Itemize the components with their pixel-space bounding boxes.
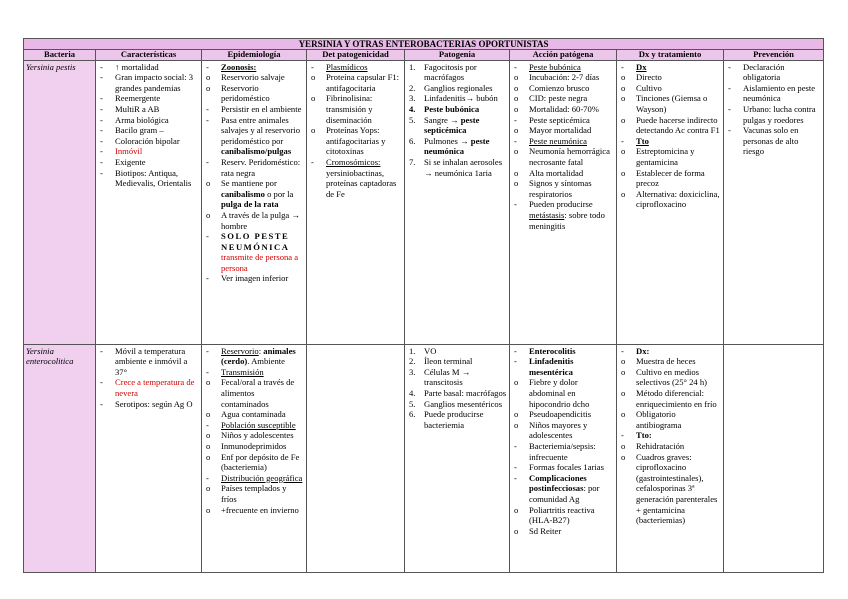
item-text: Reemergente	[115, 93, 161, 104]
header-dx: Dx y tratamiento	[617, 50, 724, 61]
list-item: o Poliartritis reactiva (HLA-B27)	[514, 504, 595, 526]
item-text-bold: peste septicémica	[424, 114, 480, 136]
list-item: o Fiebre y dolor abdominal en hipocondrio dcho	[514, 377, 590, 409]
item-text-bold: Dx:	[636, 345, 650, 356]
item-number: 2.	[409, 356, 416, 367]
list-item: - Arma biológica	[100, 114, 169, 125]
list-item: - Enterocolitis	[514, 345, 576, 356]
list-item: - Declaración obligatoria	[728, 61, 785, 83]
item-text: Población susceptible	[221, 419, 296, 430]
list-item: - Persistir en el ambiente	[206, 103, 302, 114]
list-item: o +frecuente en invierno	[206, 504, 299, 515]
list-item: - Peste septicémica	[514, 114, 590, 125]
item-text-bold: canibalismo/pulgas	[221, 146, 292, 157]
list-item: - Tto:	[621, 430, 652, 441]
item-text: Mortalidad: 60-70%	[529, 103, 599, 114]
item-text: Tto	[636, 135, 649, 146]
list-item: - SOLO PESTE NEUMÓNICA	[206, 231, 290, 252]
list-item: - Reemergente	[100, 93, 161, 104]
item-number: 7.	[409, 156, 416, 167]
item-text: Aislamiento en peste neumónica	[743, 82, 816, 104]
item-number: 1.	[409, 61, 416, 72]
item-text: ↑ mortalidad	[115, 61, 159, 72]
item-number: 5.	[409, 114, 416, 125]
list-item: o Obligatorio antibiograma	[621, 409, 682, 430]
item-text-bold: peste neumónica	[424, 135, 490, 157]
list-item: - Linfadenitis mesentérica	[514, 356, 574, 377]
item-text: : sobre todo meningitis	[529, 209, 605, 231]
item-text: Plasmídicos	[326, 61, 368, 72]
item-number: 3.	[409, 93, 416, 104]
accion-cell	[510, 344, 617, 572]
list-item: o Pseudoapendicitis	[514, 409, 592, 420]
header-row	[24, 50, 824, 61]
item-text: Reservorio peridoméstico	[221, 82, 270, 104]
list-item	[407, 409, 507, 430]
item-text: Incubación: 2-7 días	[529, 72, 600, 83]
item-text: Muestra de heces	[636, 356, 696, 367]
item-text: Sd Reiter	[529, 525, 562, 536]
item-text-bold: Complicaciones postinfecciosas	[529, 472, 587, 494]
item-text: Cultivo	[636, 82, 662, 93]
list-item: - Reservorio: animales (cerdo). Ambiente	[206, 345, 296, 367]
list-item: - Crece a temperatura de nevera	[100, 377, 195, 398]
header-bacteria: Bacteria	[24, 50, 96, 61]
item-number: 4.	[409, 103, 416, 114]
list-item: - Pasa entre animales salvajes y al reservorio peridoméstico por canibalismo/pulgas	[206, 114, 300, 157]
list-item: - Pueden producirse metástasis: sobre todo meningitis	[514, 199, 605, 231]
list-item: o Muestra de heces	[621, 356, 696, 367]
list-item: o Reservorio peridoméstico	[206, 82, 270, 104]
list-item: o Directo	[621, 72, 662, 83]
item-text: Tinciones (Giemsa o Wayson)	[636, 93, 708, 114]
item-text: Transmisión	[221, 366, 264, 377]
item-text-highlight: transmite de persona a persona	[221, 252, 299, 273]
item-number: 3.	[409, 366, 416, 377]
item-text: Rehidratación	[636, 440, 685, 451]
list-item: o Alternativa: doxiciclina, ciprofloxacino	[621, 188, 720, 210]
item-text: Signos y síntomas respiratorios	[529, 178, 592, 199]
list-item	[407, 399, 507, 410]
list-item: o Método diferencial: enriquecimiento en frío	[621, 387, 717, 409]
item-text: Cromosómicos:	[326, 156, 381, 167]
list-item: - Serotipos: según Ag O	[100, 398, 193, 409]
list-item: o Niños mayores y adolescentes	[514, 419, 588, 441]
list-item: o Cuadros graves: ciprofloxacino (gastrointestinales), cefalosporinas 3ª generación parenterales + gentamicina (bacteriemias)	[621, 451, 718, 526]
title-row	[24, 39, 824, 50]
list-item	[204, 252, 304, 273]
list-item: o Niños y adolescentes	[206, 430, 294, 441]
item-text: Neumonía hemorrágica necrosante fatal	[529, 146, 610, 167]
list-item: - Plasmídicos	[311, 61, 368, 72]
item-text: Agua contaminada	[221, 409, 286, 420]
list-item: o Proteínas Yops: antifagocitarias y citotoxinas	[311, 125, 386, 157]
list-item: o Incubación: 2-7 días	[514, 72, 600, 83]
list-item: o Reservorio salvaje	[206, 72, 285, 83]
item-text: Inmunodeprimidos	[221, 440, 287, 451]
item-text: Establecer de forma precoz	[636, 167, 705, 189]
list-item: o Enf por depósito de Fe (bacteriemia)	[206, 451, 300, 473]
list-item: - Aislamiento en peste neumónica	[728, 82, 816, 104]
list-item: - Formas focales 1arias	[514, 462, 604, 473]
patogenicidad-cell	[307, 344, 405, 572]
item-text: Fecal/oral a través de alimentos contaminados	[221, 377, 295, 409]
list-item	[407, 367, 507, 388]
item-text-bold: Linfadenitis mesentérica	[529, 356, 574, 377]
item-text: Puede producirse bacteriemia	[424, 409, 484, 430]
list-item: - Peste neumónica	[514, 135, 587, 146]
item-text-bold: NEUMÓNICA	[221, 241, 290, 252]
item-text: Fiebre y dolor abdominal en hipocondrio dcho	[529, 377, 590, 409]
item-text: Móvil a temperatura ambiente e inmóvil a 37°	[115, 345, 188, 377]
list-item: o Fecal/oral a través de alimentos contaminados	[206, 377, 295, 409]
item-text: Exigente	[115, 156, 146, 167]
item-text: Mayor mortalidad	[529, 125, 592, 136]
item-text: Alta mortalidad	[529, 167, 584, 178]
item-text: Bacteriemia/sepsis: infrecuente	[529, 440, 596, 462]
list-item: o A través de la pulga → hombre	[206, 209, 300, 231]
list-item	[407, 83, 507, 94]
header-prevencion: Prevención	[724, 50, 824, 61]
item-text: CID: peste negra	[529, 93, 588, 104]
list-item: o Países templados y fríos	[206, 483, 287, 504]
item-text: metástasis	[529, 209, 565, 220]
item-text: Vacunas solo en personas de alto riesgo	[743, 125, 799, 157]
item-text: yersiniobactinas, proteínas captadoras de Fe	[326, 167, 397, 199]
item-text: Linfadenitis→ bubón	[424, 93, 498, 104]
item-text: Pseudoapendicitis	[529, 409, 592, 420]
item-text: +frecuente en invierno	[221, 504, 299, 515]
list-item: o Alta mortalidad	[514, 167, 584, 178]
item-text: Peste septicémica	[529, 114, 590, 125]
item-text: Dx	[636, 61, 647, 72]
item-text: Ganglios regionales	[424, 82, 493, 93]
item-text-highlight: Inmóvil	[115, 146, 143, 157]
item-text: Peste bubónica	[529, 61, 581, 72]
item-text: Cultivo en medios selectivos (25° 24 h)	[636, 366, 707, 388]
item-number: 2.	[409, 82, 416, 93]
item-text: Declaración obligatoria	[743, 61, 785, 83]
item-text: Ver imagen inferior	[221, 273, 289, 284]
item-text: Alternativa: doxiciclina, ciprofloxacino	[636, 188, 720, 210]
list-item: - Dx:	[621, 345, 650, 356]
header-patogenia: Patogenia	[405, 50, 510, 61]
item-text: A través de la pulga → hombre	[221, 209, 300, 231]
item-text: Sangre →	[424, 114, 461, 125]
item-text: o por la	[264, 188, 294, 199]
item-text: Bacilo gram –	[115, 125, 164, 136]
prevencion-cell	[724, 344, 824, 572]
list-item: - Ver imagen inferior	[206, 273, 289, 284]
item-number: 4.	[409, 387, 416, 398]
item-text: Método diferencial: enriquecimiento en frío	[636, 387, 717, 409]
summary-sheet	[23, 38, 823, 573]
item-text: Niños y adolescentes	[221, 430, 294, 441]
patogenia-cell	[405, 344, 510, 572]
list-item: - Bacilo gram –	[100, 125, 164, 136]
list-item	[407, 356, 507, 367]
list-item: - Urbano: lucha contra pulgas y roedores	[728, 103, 816, 125]
list-item	[407, 115, 507, 136]
item-text: Reserv. Peridoméstico: rata negra	[221, 156, 301, 178]
header-caracteristicas: Características	[96, 50, 202, 61]
item-text: Serotipos: según Ag O	[115, 398, 193, 409]
item-text: Comienzo brusco	[529, 82, 590, 93]
list-item: o Estreptomicina y gentamicina	[621, 146, 695, 167]
list-item: - Vacunas solo en personas de alto riesgo	[728, 125, 799, 157]
item-text: Pulmones →	[424, 135, 471, 146]
header-accion: Acción patógena	[510, 50, 617, 61]
item-text-bold: SOLO PESTE	[221, 231, 290, 242]
item-text: Células M → transcitosis	[424, 366, 471, 388]
list-item: o Agua contaminada	[206, 409, 286, 420]
item-text: Arma biológica	[115, 114, 169, 125]
epidemiologia-cell	[202, 60, 307, 344]
list-item: o Mortalidad: 60-70%	[514, 103, 599, 114]
item-text: Proteínas Yops: antifagocitarias y citotoxinas	[326, 125, 386, 157]
list-item: - Móvil a temperatura ambiente e inmóvil a 37°	[100, 345, 188, 377]
item-text: Puede hacerse indirecto detectando Ac contra F1	[636, 114, 720, 136]
item-text: Poliartritis reactiva (HLA-B27)	[529, 504, 595, 526]
item-text: Directo	[636, 72, 662, 83]
list-item: - Peste bubónica	[514, 61, 581, 72]
list-item: - Población susceptible	[206, 419, 296, 430]
list-item	[407, 388, 507, 399]
item-number: 6.	[409, 135, 416, 146]
list-item: o Sd Reiter	[514, 525, 562, 536]
item-text: Fibrinolisina: transmisión y diseminación	[326, 93, 373, 125]
item-text: Pasa entre animales salvajes y al reservorio peridoméstico por	[221, 114, 300, 146]
list-item: o Tinciones (Giemsa o Wayson)	[621, 93, 708, 114]
item-text: Parte basal: macrófagos	[424, 387, 507, 398]
table-title: YERSINIA Y OTRAS ENTEROBACTERIAS OPORTUNISTAS	[24, 39, 824, 50]
item-text: Zoonosis:	[221, 61, 257, 72]
summary-table	[23, 38, 824, 573]
item-text: Países templados y fríos	[221, 483, 287, 504]
list-item: - Biotipos: Antiqua, Medievalis, Orientalis	[100, 167, 192, 189]
item-text: Coloración bipolar	[115, 135, 180, 146]
item-text: Ganglios mesentéricos	[424, 398, 503, 409]
list-item: o Establecer de forma precoz	[621, 167, 705, 189]
list-item	[407, 346, 507, 357]
item-text: Peste neumónica	[529, 135, 587, 146]
item-text: Cuadros graves: ciprofloxacino (gastrointestinales), cefalosporinas 3ª generación parenterales + gentamicina (bacteriemias)	[636, 451, 718, 526]
bacteria-name: Yersinia enterocolitica	[24, 344, 96, 572]
item-text: MultiR a AB	[115, 103, 160, 114]
list-item	[407, 157, 507, 178]
list-item: - Distribución geográfica	[206, 472, 303, 483]
item-number: 6.	[409, 409, 416, 420]
item-text: VO	[424, 345, 437, 356]
item-text: Si se inhalan aerosoles → neumónica 1aria	[424, 156, 503, 178]
list-item: o Mayor mortalidad	[514, 125, 592, 136]
item-text-bold: Enterocolitis	[529, 345, 576, 356]
list-item: o Fibrinolisina: transmisión y diseminación	[311, 93, 373, 125]
list-item: o Inmunodeprimidos	[206, 440, 287, 451]
item-number: 1.	[409, 345, 416, 356]
dx-cell	[617, 60, 724, 344]
list-item: o Puede hacerse indirecto detectando Ac contra F1	[621, 114, 720, 136]
item-text: Persistir en el ambiente	[221, 103, 302, 114]
list-item: o CID: peste negra	[514, 93, 588, 104]
list-item	[407, 93, 507, 104]
list-item: - ↑ mortalidad	[100, 61, 159, 72]
list-item: - Transmisión	[206, 366, 264, 377]
list-item: o Comienzo brusco	[514, 82, 590, 93]
item-text: Distribución geográfica	[221, 472, 303, 483]
list-item	[407, 136, 507, 157]
list-item: o Rehidratación	[621, 440, 685, 451]
bacteria-name: Yersinia pestis	[24, 60, 96, 344]
patogenia-cell	[405, 60, 510, 344]
list-item: - MultiR a AB	[100, 103, 160, 114]
list-item: - Exigente	[100, 156, 146, 167]
list-item: o Neumonía hemorrágica necrosante fatal	[514, 146, 610, 167]
item-text-bold: Tto:	[636, 430, 652, 441]
header-epidemiologia: Epidemiología	[202, 50, 307, 61]
caracteristicas-cell	[96, 60, 202, 344]
list-item: - Dx	[621, 61, 647, 72]
item-text: Formas focales 1arias	[529, 462, 604, 473]
patogenicidad-cell	[307, 60, 405, 344]
accion-cell	[510, 60, 617, 344]
list-item: o Signos y síntomas respiratorios	[514, 178, 592, 199]
item-text: Proteína capsular F1: antifagocitaria	[326, 72, 400, 93]
item-text-highlight: Crece a temperatura de nevera	[115, 377, 195, 398]
item-text: Gran impacto social: 3 grandes pandemias	[115, 72, 194, 93]
list-item	[407, 104, 507, 115]
item-text-bold: pulga de la rata	[221, 199, 279, 210]
item-text: Biotipos: Antiqua, Medievalis, Orientalis	[115, 167, 192, 189]
epidemiologia-cell	[202, 344, 307, 572]
caracteristicas-cell	[96, 344, 202, 572]
item-text-bold: animales (cerdo)	[221, 345, 296, 367]
prevencion-cell	[724, 60, 824, 344]
item-text: Se mantiene por	[221, 178, 277, 189]
dx-cell	[617, 344, 724, 572]
item-text-bold: canibalismo	[221, 188, 265, 199]
list-item: - Tto	[621, 135, 649, 146]
list-item: - Zoonosis:	[206, 61, 257, 72]
list-item: o Proteína capsular F1: antifagocitaria	[311, 72, 400, 93]
item-text: Fagocitosis por macrófagos	[424, 61, 477, 83]
list-item: - Bacteriemia/sepsis: infrecuente	[514, 440, 596, 462]
list-item: o Cultivo en medios selectivos (25° 24 h)	[621, 366, 707, 388]
list-item: - Inmóvil	[100, 146, 143, 157]
item-text: Urbano: lucha contra pulgas y roedores	[743, 103, 816, 125]
table-row-enterocolitica	[24, 344, 824, 572]
item-text: Estreptomicina y gentamicina	[636, 146, 695, 167]
item-number: 5.	[409, 398, 416, 409]
list-item: o Cultivo	[621, 82, 662, 93]
list-item: o Se mantiene por canibalismo o por la pulga de la rata	[206, 178, 294, 210]
header-patogenicidad: Det patogenicidad	[307, 50, 405, 61]
item-text: Pueden producirse	[529, 199, 593, 210]
item-text: : por comunidad Ag	[529, 483, 600, 504]
list-item: - Coloración bipolar	[100, 135, 180, 146]
table-row-pestis	[24, 60, 824, 344]
list-item: - Reserv. Peridoméstico: rata negra	[206, 156, 301, 178]
item-text-bold: Peste bubónica	[424, 103, 480, 114]
item-text: Obligatorio antibiograma	[636, 409, 682, 430]
item-text: Íleon terminal	[424, 356, 473, 367]
list-item	[407, 62, 507, 83]
list-item: - Cromosómicos: yersiniobactinas, proteínas captadoras de Fe	[311, 156, 397, 199]
list-item: - Complicaciones postinfecciosas: por comunidad Ag	[514, 472, 600, 504]
item-text: . Ambiente	[247, 356, 285, 367]
item-text: Reservorio salvaje	[221, 72, 285, 83]
item-text: Enf por depósito de Fe (bacteriemia)	[221, 451, 300, 473]
item-text: :	[258, 345, 264, 356]
item-text: Niños mayores y adolescentes	[529, 419, 588, 441]
list-item: - Gran impacto social: 3 grandes pandemias	[100, 72, 194, 93]
item-text: Reservorio	[221, 345, 259, 356]
